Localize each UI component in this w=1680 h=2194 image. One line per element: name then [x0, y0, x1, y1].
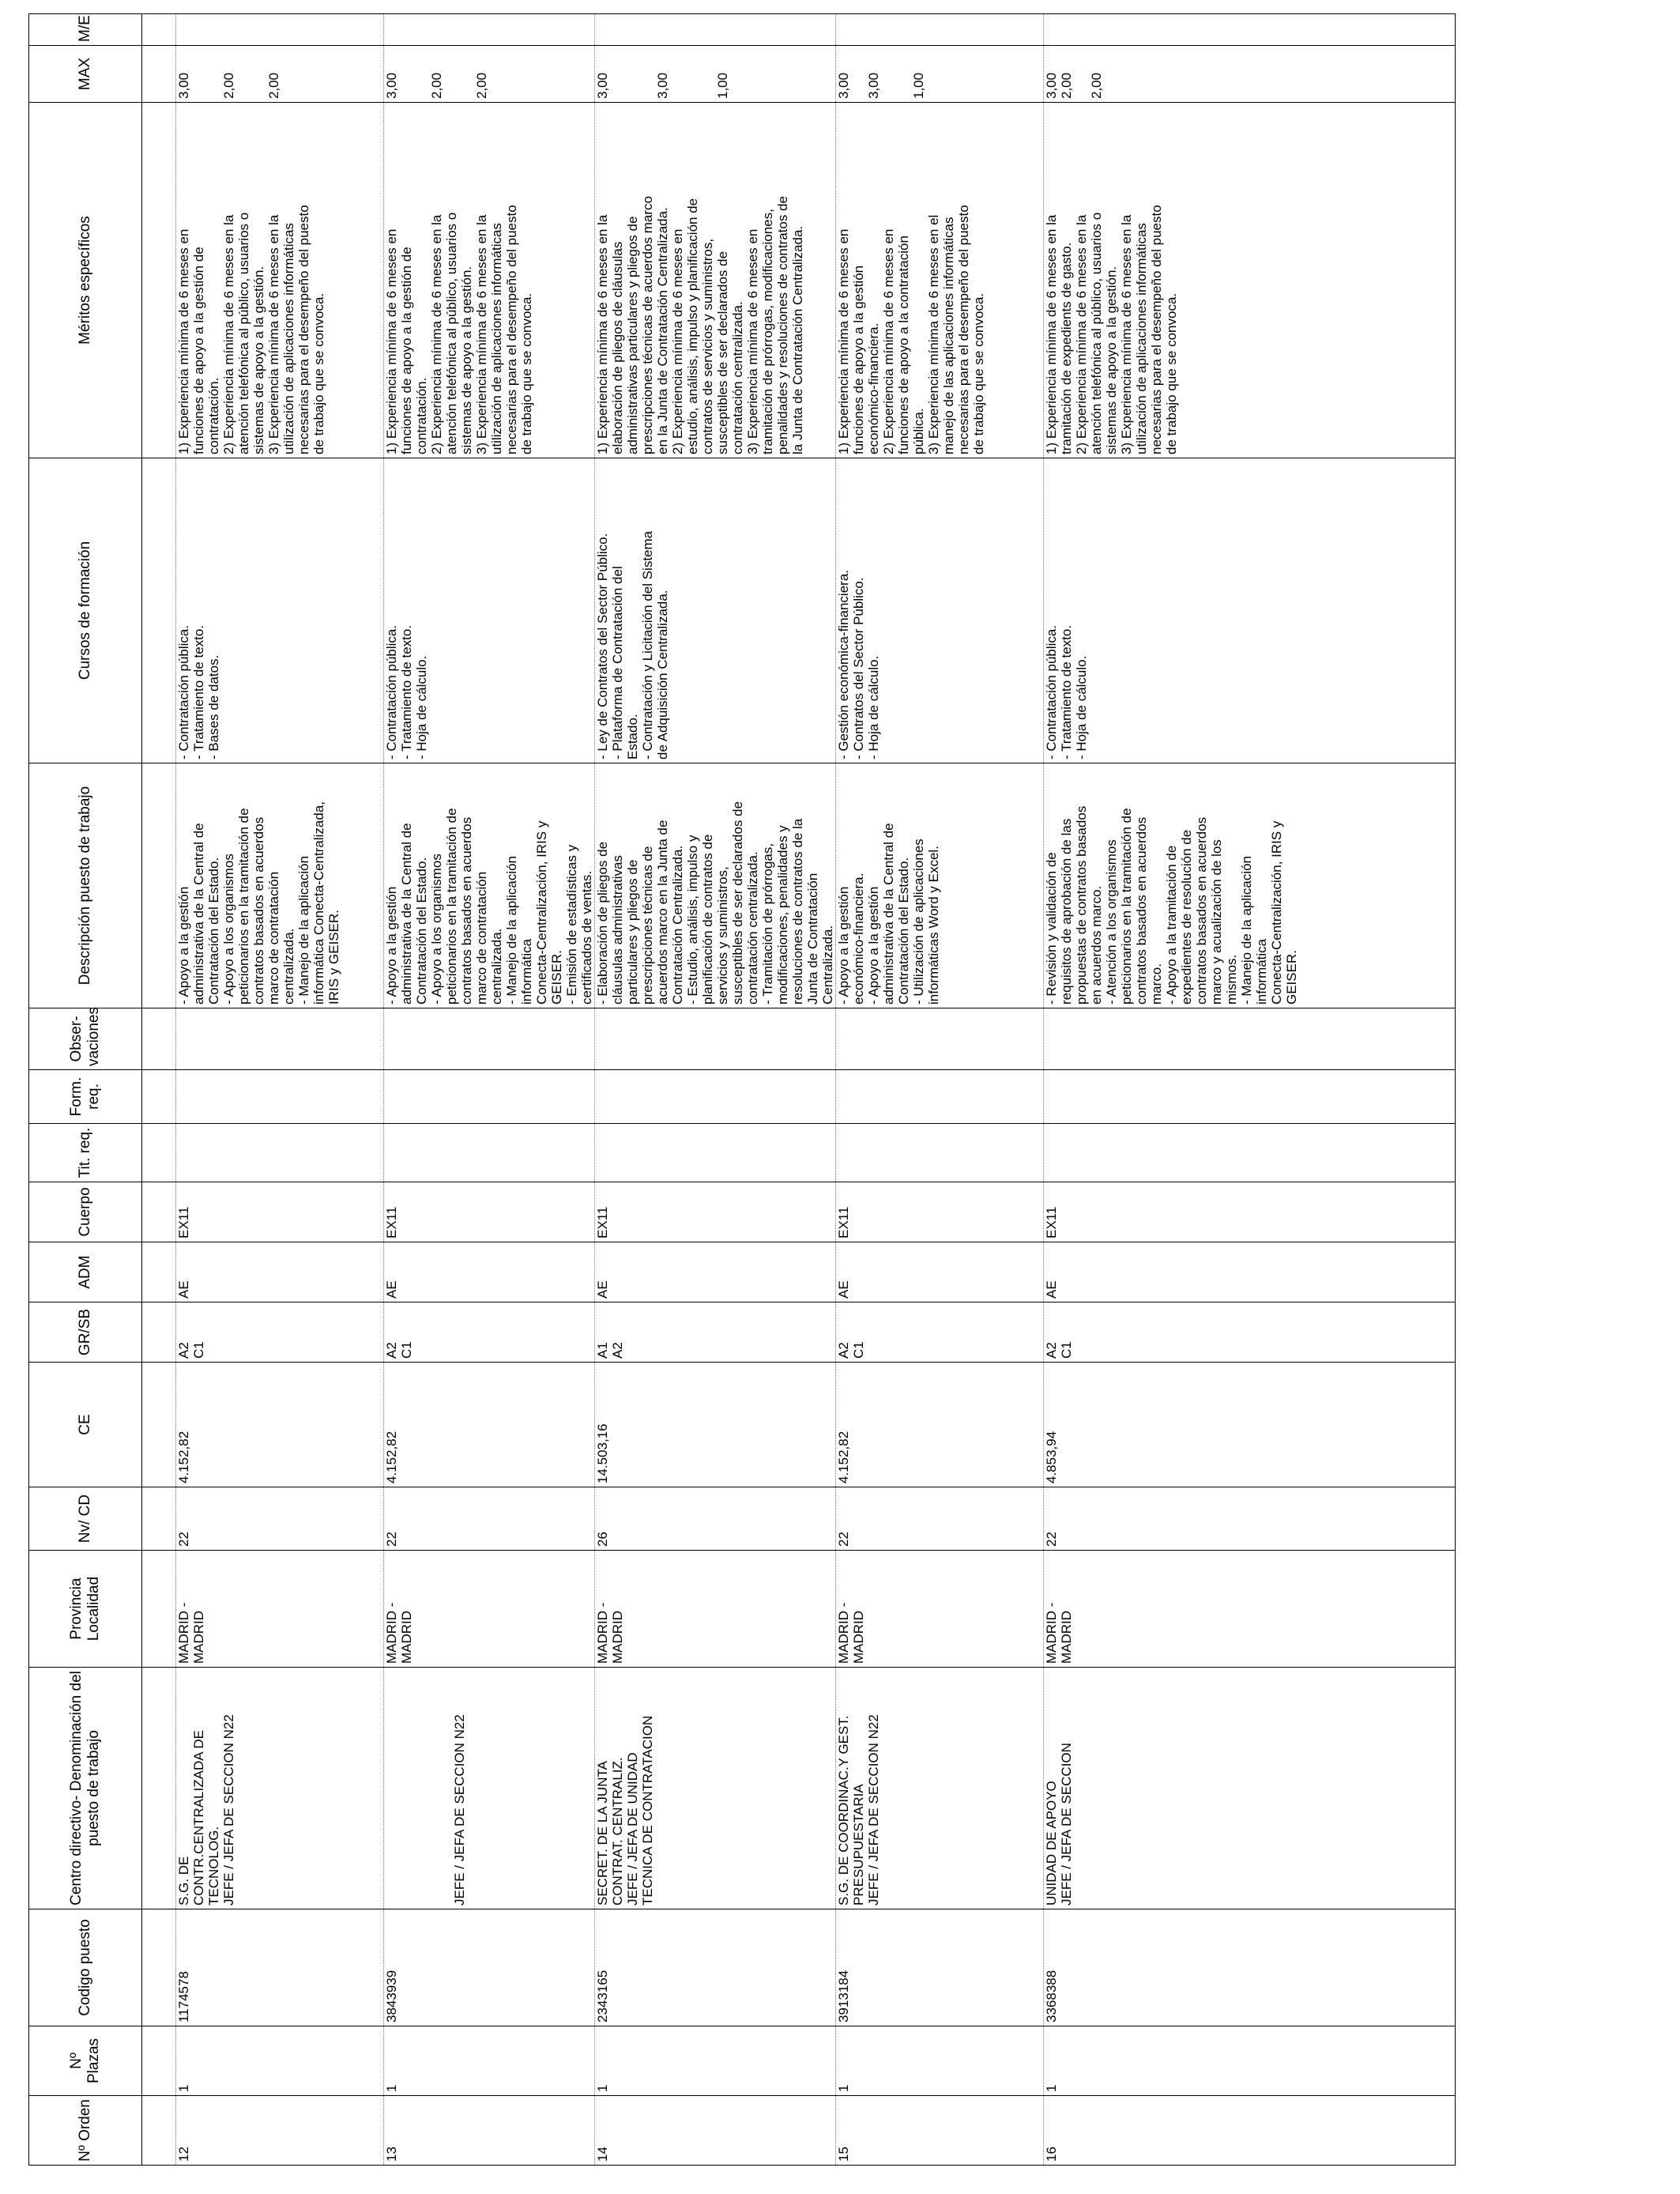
cell-adm: AE	[384, 1242, 595, 1302]
cell-centro	[176, 1668, 384, 1909]
cell-grupo: A2 C1	[836, 1302, 1044, 1363]
cell-grupo: A2 C1	[1044, 1302, 1456, 1363]
cell-adm: AE	[836, 1242, 1044, 1302]
cell-cuerpo: EX11	[1044, 1182, 1456, 1242]
cell-me	[384, 14, 595, 46]
cell-observaciones	[384, 1008, 595, 1070]
centro-directivo	[384, 1671, 452, 1906]
cell-ce: 4.152,82	[384, 1363, 595, 1487]
cell-max: 3,00 3,00 1,00	[836, 46, 1044, 103]
puesto-denominacion: JEFE / JEFA DE SECCION N22	[452, 1714, 467, 1906]
cell-provincia: MADRID - MADRID	[1044, 1551, 1456, 1668]
cell-nivel: 22	[384, 1487, 595, 1551]
cell-provincia: MADRID - MADRID	[836, 1551, 1044, 1668]
header-codigo: Codigo puesto	[29, 1909, 142, 2026]
cell-grupo: A2 C1	[176, 1302, 384, 1363]
cell-me	[176, 14, 384, 46]
cell-orden: 14	[595, 2096, 836, 2166]
cell-codigo: 2343165	[595, 1909, 836, 2026]
cell-centro	[595, 1668, 836, 1909]
cell-plazas: 1	[595, 2026, 836, 2096]
header-formacion: Form. req.	[29, 1070, 142, 1124]
header-ce: CE	[29, 1363, 142, 1487]
cell-titulacion	[384, 1124, 595, 1182]
cell-codigo: 3913184	[836, 1909, 1044, 2026]
puesto-denominacion: JEFE / JEFA DE SECCION	[1059, 1743, 1074, 1906]
cell-titulacion	[1044, 1124, 1456, 1182]
cell-nivel: 22	[1044, 1487, 1456, 1551]
cell-ce: 4.152,82	[836, 1363, 1044, 1487]
table-row	[1044, 14, 1456, 2166]
cell-meritos: 1) Experiencia mínima de 6 meses en la tramitación de expedients de gasto. 2) Experiencia mínima de 6 meses en la atención telefónica al público, usuarios o sistemas de apoyo a la gestión. 3) Experiencia mínima de 6 meses en la utilización de aplicaciones informáticas necesarias para el desempeño del puesto de trabajo que se convoca.	[1044, 103, 1456, 458]
cell-nivel: 22	[836, 1487, 1044, 1551]
cell-provincia: MADRID - MADRID	[384, 1551, 595, 1668]
cell-descripcion: - Apoyo a la gestión económico-financiera. - Apoyo a la gestión administrativa de la Central de Contratación del Estado. - Utilización de aplicaciones informáticas Word y Excel.	[836, 763, 1044, 1008]
cell-ce: 4.853,94	[1044, 1363, 1456, 1487]
cell-grupo: A2 C1	[384, 1302, 595, 1363]
cell-plazas: 1	[836, 2026, 1044, 2096]
centro-directivo: SECRET. DE LA JUNTA CONTRAT. CENTRALIZ.	[595, 1757, 625, 1906]
cell-observaciones	[176, 1008, 384, 1070]
header-cuerpo: Cuerpo	[29, 1182, 142, 1242]
cell-formacion	[595, 1070, 836, 1124]
cell-me	[836, 14, 1044, 46]
cell-formacion	[1044, 1070, 1456, 1124]
cell-codigo: 3368388	[1044, 1909, 1456, 2026]
centro-directivo: UNIDAD DE APOYO	[1044, 1781, 1059, 1906]
centro-directivo: S.G. DE COORDINAC.Y GEST. PRESUPUESTARIA	[836, 1715, 866, 1906]
cell-cuerpo: EX11	[384, 1182, 595, 1242]
header-descripcion: Descripción puesto de trabajo	[29, 763, 142, 1008]
table-row	[836, 14, 1044, 2166]
cell-titulacion	[176, 1124, 384, 1182]
header-plazas: Nº Plazas	[29, 2026, 142, 2096]
header-meritos: Méritos específicos	[29, 103, 142, 458]
cell-observaciones	[595, 1008, 836, 1070]
puesto-denominacion: JEFE / JEFA DE UNIDAD TECNICA DE CONTRATACION	[625, 1715, 655, 1906]
cell-me	[1044, 14, 1456, 46]
table-row	[595, 14, 836, 2166]
cell-provincia: MADRID - MADRID	[176, 1551, 384, 1668]
cell-formacion	[384, 1070, 595, 1124]
cell-plazas: 1	[176, 2026, 384, 2096]
cell-cuerpo: EX11	[176, 1182, 384, 1242]
header-orden: Nº Orden	[29, 2096, 142, 2166]
cell-titulacion	[595, 1124, 836, 1182]
header-row	[29, 14, 142, 2166]
cell-descripcion: - Revisión y validación de requisitos de aprobación de las propuestas de contratos basados en acuerdos marco. - Atención a los organismos peticionarios en la tramitación de contratos basados en acuerdos marco. - Apoyo a la tramitación de expedientes de resolución de contratos basados en acuerdos marco y acualización de los mismos. - Manejo de la aplicación informática Conecta-Centralización, IRIS y GEISER.	[1044, 763, 1456, 1008]
cell-cuerpo: EX11	[595, 1182, 836, 1242]
header-adm: ADM	[29, 1242, 142, 1302]
cell-plazas: 1	[1044, 2026, 1456, 2096]
cell-centro	[836, 1668, 1044, 1909]
cell-provincia: MADRID - MADRID	[595, 1551, 836, 1668]
cell-codigo: 1174578	[176, 1909, 384, 2026]
cell-centro	[384, 1668, 595, 1909]
cell-cursos: - Ley de Contratos del Sector Público. - Plataforma de Contratación del Estado. - Contratación y Licitación del Sistema de Adquisición Centralizada.	[595, 458, 836, 763]
cell-max: 3,00 3,00 1,00	[595, 46, 836, 103]
cell-nivel: 22	[176, 1487, 384, 1551]
job-positions-table	[28, 13, 1456, 2166]
cell-cursos: - Contratación pública. - Tratamiento de texto. - Hoja de cálculo.	[1044, 458, 1456, 763]
header-titulacion: Tit. req.	[29, 1124, 142, 1182]
cell-descripcion: - Apoyo a la gestión administrativa de la Central de Contratación del Estado. - Apoyo a los organismos peticionarios en la tramitación de contratos basados en acuerdos marco de contratación centralizada. - Manejo de la aplicación informática Conecta-Centralizada, IRIS y GEISER.	[176, 763, 384, 1008]
table-row	[384, 14, 595, 2166]
cell-formacion	[836, 1070, 1044, 1124]
cell-adm: AE	[176, 1242, 384, 1302]
header-me: M/E	[29, 14, 142, 46]
header-cursos: Cursos de formación	[29, 458, 142, 763]
cell-centro	[1044, 1668, 1456, 1909]
cell-orden: 16	[1044, 2096, 1456, 2166]
cell-max: 3,00 2,00 2,00	[176, 46, 384, 103]
cell-orden: 12	[176, 2096, 384, 2166]
cell-meritos: 1) Experiencia mínima de 6 meses en funciones de apoyo a la gestión de contratación. 2) Experiencia mínima de 6 meses en la atención telefónica al público, usuarios o sistemas de apoyo a la gestión. 3) Experiencia mínima de 6 meses en la utilización de aplicaciones informáticas necesarias para el desempeño del puesto de trabajo que se convoca.	[384, 103, 595, 458]
table-row	[176, 14, 384, 2166]
cell-meritos: 1) Experiencia mínima de 6 meses en funciones de apoyo a la gestión de contratación. 2) Experiencia mínima de 6 meses en la atención telefónica al público, usuarios o sistemas de apoyo a la gestión. 3) Experiencia mínima de 6 meses en la utilización de aplicaciones informáticas necesarias para el desempeño del puesto de trabajo que se convoca.	[176, 103, 384, 458]
cell-max: 3,00 2,00 2,00	[1044, 46, 1456, 103]
cell-max: 3,00 2,00 2,00	[384, 46, 595, 103]
cell-formacion	[176, 1070, 384, 1124]
header-grupo: GR/SB	[29, 1302, 142, 1363]
cell-cursos: - Contratación pública. - Tratamiento de texto. - Bases de datos.	[176, 458, 384, 763]
cell-observaciones	[836, 1008, 1044, 1070]
header-observaciones: Obser- vaciones	[29, 1008, 142, 1070]
cell-ce: 4.152,82	[176, 1363, 384, 1487]
cell-observaciones	[1044, 1008, 1456, 1070]
cell-titulacion	[836, 1124, 1044, 1182]
cell-meritos: 1) Experiencia mínima de 6 meses en la elaboración de pliegos de cláusulas administrativas particulares y pliegos de prescripciones técnicas de acuerdos marco en la Junta de Contratación Centralizada. 2) Experiencia mínima de 6 meses en estudio, análisis, impulso y planificación de contratos de servicios y suministros, susceptibles de ser declarados de contratación centralizada. 3) Experiencia mínima de 6 meses en tramitación de prórrogas, modificaciones, penalidades y resoluciones de contratos de la Junta de Contratación Centralizada.	[595, 103, 836, 458]
centro-directivo: S.G. DE CONTR.CENTRALIZADA DE TECNOLOG.	[176, 1730, 221, 1906]
cell-cuerpo: EX11	[836, 1182, 1044, 1242]
cell-descripcion: - Apoyo a la gestión administrativa de la Central de Contratación del Estado. - Apoyo a los organismos peticionarios en la tramitación de contratos basados en acuerdos marco de contratación centralizada. - Manejo de la aplicación informática Conecta-Centralización, IRIS y GEISER. - Emisión de estadísticas y certificados de ventas.	[384, 763, 595, 1008]
cell-descripcion: - Elaboración de pliegos de cláusulas administrativas particulares y pliegos de prescripciones técnicas de acuerdos marco en la Junta de Contratación Centralizada. - Estudio, análisis, impulso y planificación de contratos de servicios y suministros, susceptibles de ser declarados de contratación centralizada. - Tramitación de prórrogas, modificaciones, penalidades y resoluciones de contratos de la Junta de Contratación Centralizada.	[595, 763, 836, 1008]
puesto-denominacion: JEFE / JEFA DE SECCION N22	[221, 1714, 236, 1906]
blank-row	[142, 14, 176, 2166]
puesto-denominacion: JEFE / JEFA DE SECCION N22	[866, 1714, 881, 1906]
cell-adm: AE	[595, 1242, 836, 1302]
header-centro: Centro directivo- Denominación del puesto de trabajo	[29, 1668, 142, 1909]
cell-nivel: 26	[595, 1487, 836, 1551]
cell-codigo: 3843939	[384, 1909, 595, 2026]
cell-cursos: - Contratación pública. - Tratamiento de texto. - Hoja de cálculo.	[384, 458, 595, 763]
cell-adm: AE	[1044, 1242, 1456, 1302]
header-max: MAX	[29, 46, 142, 103]
cell-me	[595, 14, 836, 46]
cell-orden: 15	[836, 2096, 1044, 2166]
cell-cursos: - Gestión económica-financiera. - Contratos del Sector Público. - Hoja de cálculo.	[836, 458, 1044, 763]
cell-orden: 13	[384, 2096, 595, 2166]
cell-plazas: 1	[384, 2026, 595, 2096]
header-nivel: Nv/ CD	[29, 1487, 142, 1551]
header-provincia: Provincia Localidad	[29, 1551, 142, 1668]
cell-ce: 14.503,16	[595, 1363, 836, 1487]
cell-meritos: 1) Experiencia mínima de 6 meses en funciones de apoyo a la gestión económico-financiera. 2) Experiencia mínima de 6 meses en funciones de apoyo a la contratación pública. 3) Experiencia mínima de 6 meses en el manejo de las aplicaciones informáticas necesarias para el desempeño del puesto de trabajo que se convoca.	[836, 103, 1044, 458]
cell-grupo: A1 A2	[595, 1302, 836, 1363]
